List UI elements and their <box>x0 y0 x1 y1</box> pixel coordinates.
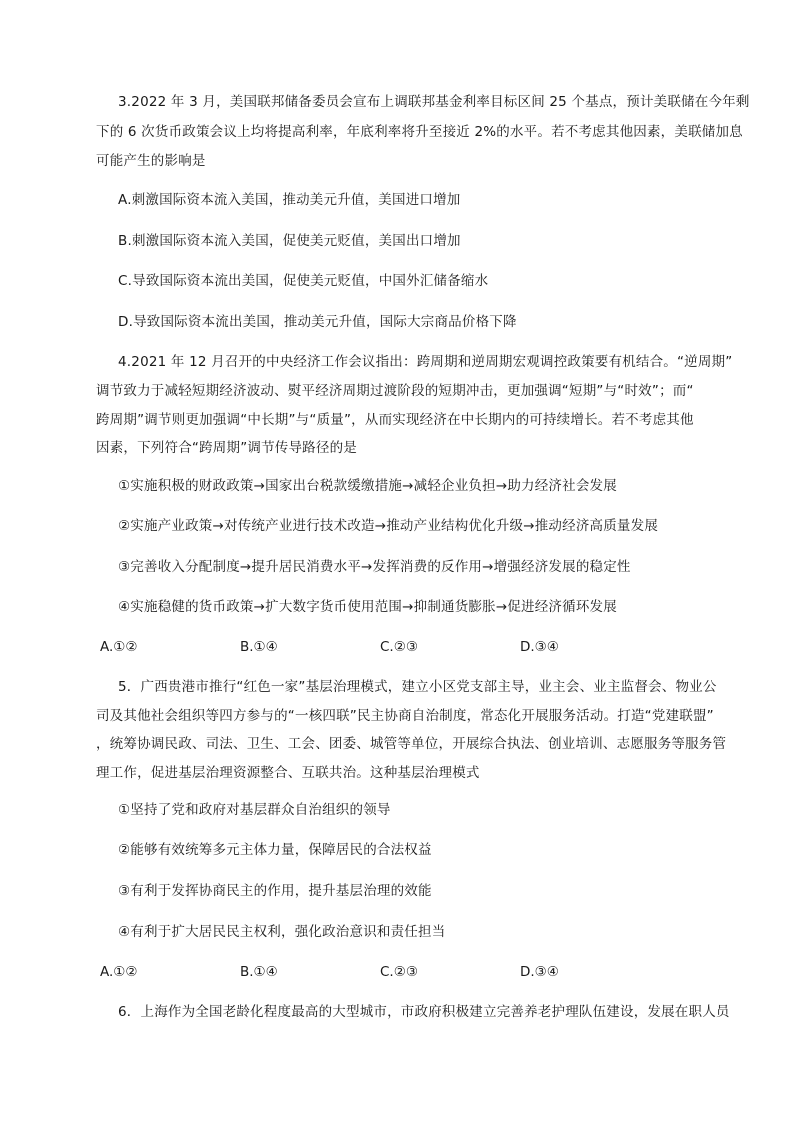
q5-choice-b: B.①④ <box>240 964 278 980</box>
q5-stem-line-3: ，统筹协调民政、司法、卫生、工会、团委、城管等单位，开展综合执法、创业培训、志愿服务等服务管 <box>96 736 727 752</box>
q3-stem-line-1: 3.2022 年 3 月，美国联邦储备委员会宣布上调联邦基金利率目标区间 25 个基点，预计美联储在今年剩 <box>118 94 750 110</box>
q5-stem-line-4: 理工作，促进基层治理资源整合、互联共治。这种基层治理模式 <box>96 765 480 781</box>
q4-choice-d: D.③④ <box>520 639 559 655</box>
q4-choice-a: A.①② <box>100 639 138 655</box>
q3-option-a: A.刺激国际资本流入美国，推动美元升值，美国进口增加 <box>118 192 461 208</box>
q4-stem-line-3: 跨周期”调节则更加强调“中长期”与“质量”，从而实现经济在中长期内的可持续增长。若不考虑其他 <box>96 412 694 428</box>
q6-stem-line-1: 6．上海作为全国老龄化程度最高的大型城市，市政府积极建立完善养老护理队伍建设，发展在职人员 <box>118 1004 730 1020</box>
q5-item-3: ③有利于发挥协商民主的作用，提升基层治理的效能 <box>118 883 432 899</box>
q4-choices <box>96 637 696 657</box>
q4-item-4: ④实施稳健的货币政策→扩大数字货币使用范围→抑制通货膨胀→促进经济循环发展 <box>118 599 617 615</box>
q4-item-1: ①实施积极的财政政策→国家出台税款缓缴措施→减轻企业负担→助力经济社会发展 <box>118 478 617 494</box>
q3-stem-line-3: 可能产生的影响是 <box>96 153 206 169</box>
q3-stem-line-2: 下的 6 次货币政策会议上均将提高利率，年底利率将升至接近 2%的水平。若不考虑其他因素，美联储加息 <box>96 124 743 140</box>
q4-stem-line-2: 调节致力于减轻短期经济波动、熨平经济周期过渡阶段的短期冲击，更加强调“短期”与“时效”；而“ <box>96 383 694 399</box>
q5-item-4: ④有利于扩大居民民主权利，强化政治意识和责任担当 <box>118 924 446 940</box>
q4-stem-line-1: 4.2021 年 12 月召开的中央经济工作会议指出：跨周期和逆周期宏观调控政策要有机结合。“逆周期” <box>118 354 733 370</box>
q5-item-2: ②能够有效统筹多元主体力量，保障居民的合法权益 <box>118 842 432 858</box>
q5-choice-c: C.②③ <box>380 964 418 980</box>
q4-choice-b: B.①④ <box>240 639 278 655</box>
q4-choice-c: C.②③ <box>380 639 418 655</box>
q5-stem-line-1: 5．广西贵港市推行“红色一家”基层治理模式，建立小区党支部主导，业主会、业主监督会、物业公 <box>118 679 717 695</box>
q4-item-3: ③完善收入分配制度→提升居民消费水平→发挥消费的反作用→增强经济发展的稳定性 <box>118 559 631 575</box>
q5-choice-a: A.①② <box>100 964 138 980</box>
q3-option-b: B.刺激国际资本流入美国，促使美元贬值，美国出口增加 <box>118 233 461 249</box>
q3-option-d: D.导致国际资本流出美国，推动美元升值，国际大宗商品价格下降 <box>118 314 517 330</box>
q5-choice-d: D.③④ <box>520 964 559 980</box>
q5-choices <box>96 962 696 982</box>
q5-stem-line-2: 司及其他社会组织等四方参与的“一核四联”民主协商自治制度，常态化开展服务活动。打造“党建联盟” <box>96 708 714 724</box>
q4-item-2: ②实施产业政策→对传统产业进行技术改造→推动产业结构优化升级→推动经济高质量发展 <box>118 518 659 534</box>
q5-item-1: ①坚持了党和政府对基层群众自治组织的领导 <box>118 802 391 818</box>
q3-option-c: C.导致国际资本流出美国，促使美元贬值，中国外汇储备缩水 <box>118 273 489 289</box>
q4-stem-line-4: 因素，下列符合“跨周期”调节传导路径的是 <box>96 440 357 456</box>
